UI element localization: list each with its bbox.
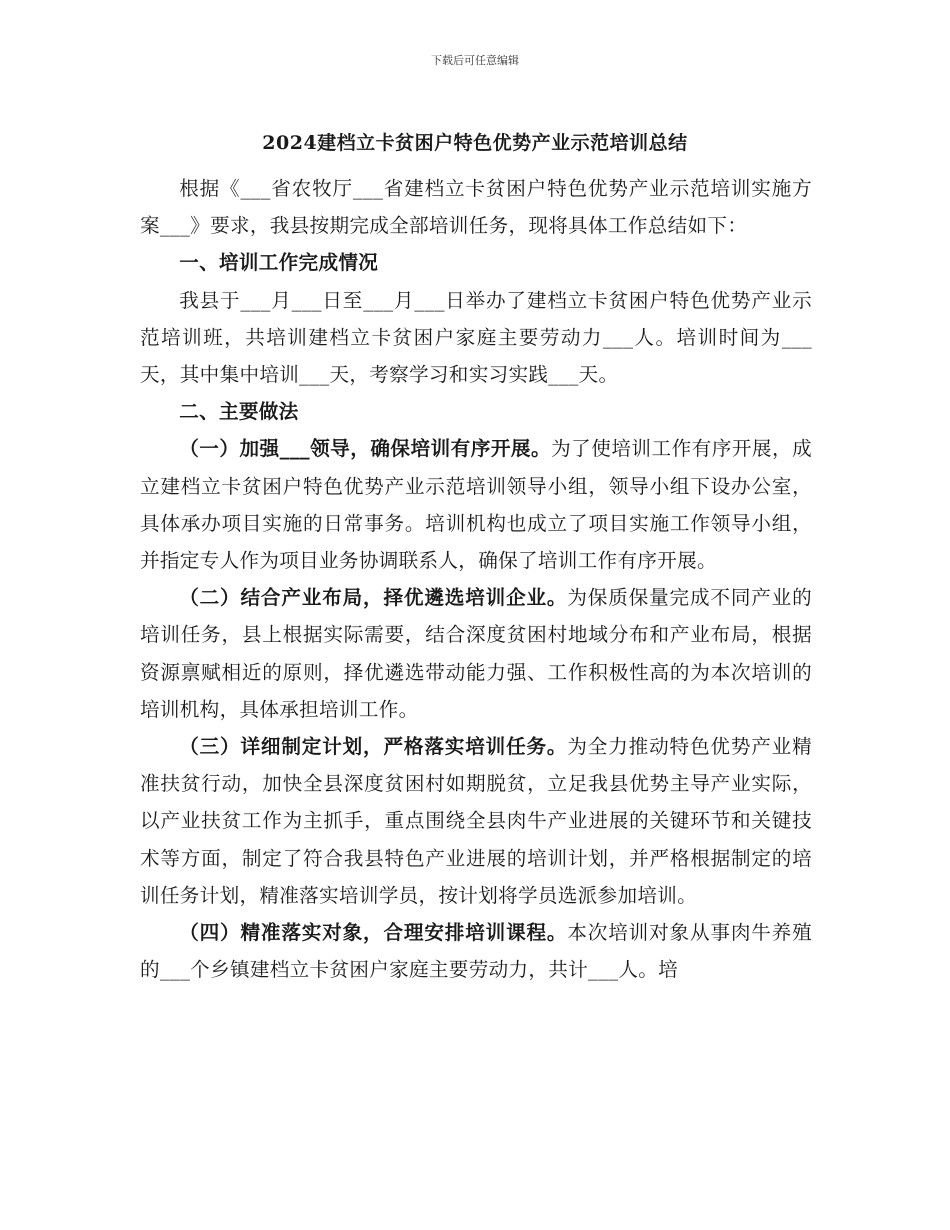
subsection-1-paragraph — [140, 430, 812, 579]
subsection-1-text: 为了使培训工作有序开展，成立建档立卡贫困户特色优势产业示范培训领导小组，领导小组下设办公室，具体承办项目实施的日常事务。培训机构也成立了项目实施工作领导小组，并指定专人作为项目业务协调联系人，确保了培训工作有序开展。 — [140, 437, 812, 573]
subsection-1-lead: （一）加强___领导，确保培训有序开展。 — [179, 437, 552, 461]
subsection-3-paragraph — [140, 728, 812, 914]
subsection-4-text: 本次培训对象从事肉牛养殖的___个乡镇建档立卡贫困户家庭主要劳动力，共计___人。培 — [140, 921, 813, 982]
subsection-4-lead: （四）精准落实对象，合理安排培训课程。 — [179, 921, 568, 945]
section-heading-2: 二、主要做法 — [179, 400, 299, 424]
section-heading-1: 一、培训工作完成情况 — [179, 251, 379, 275]
subsection-2-paragraph — [140, 579, 812, 728]
page-header: 下载后可任意编辑 — [431, 54, 519, 67]
subsection-2-text: 为保质保量完成不同产业的培训任务，县上根据实际需要，结合深度贫困村地域分布和产业布局，根据资源禀赋相近的原则，择优遴选带动能力强、工作积极性高的为本次培训的培训机构，具体承担培训工作。 — [140, 586, 813, 721]
subsection-3-text: 为全力推动特色优势产业精准扶贫行动，加快全县深度贫困村如期脱贫，立足我县优势主导产业实际，以产业扶贫工作为主抓手，重点围绕全县肉牛产业进展的关键环节和关键技术等方面，制定了符合我县特色产业进展的培训计划，并严格根据制定的培训任务计划，精准落实培训学员，按计划将学员选派参加培训。 — [140, 735, 813, 907]
subsection-2-lead: （二）结合产业布局，择优遴选培训企业。 — [179, 586, 568, 610]
intro-paragraph: 根据《___省农牧厅___省建档立卡贫困户特色优势产业示范培训实施方案___》要求，我县按期完成全部培训任务，现将具体工作总结如下： — [140, 177, 812, 238]
document-title: 2024建档立卡贫困户特色优势产业示范培训总结 — [262, 132, 688, 154]
section-1-paragraph: 我县于___月___日至___月___日举办了建档立卡贫困户特色优势产业示范培训班，共培训建档立卡贫困户家庭主要劳动力___人。培训时间为___天，其中集中培训___天，考察学习和实习实践___天。 — [140, 288, 812, 387]
subsection-3-lead: （三）详细制定计划，严格落实培训任务。 — [179, 735, 568, 759]
subsection-4-paragraph — [140, 914, 812, 988]
document-body — [140, 170, 812, 988]
